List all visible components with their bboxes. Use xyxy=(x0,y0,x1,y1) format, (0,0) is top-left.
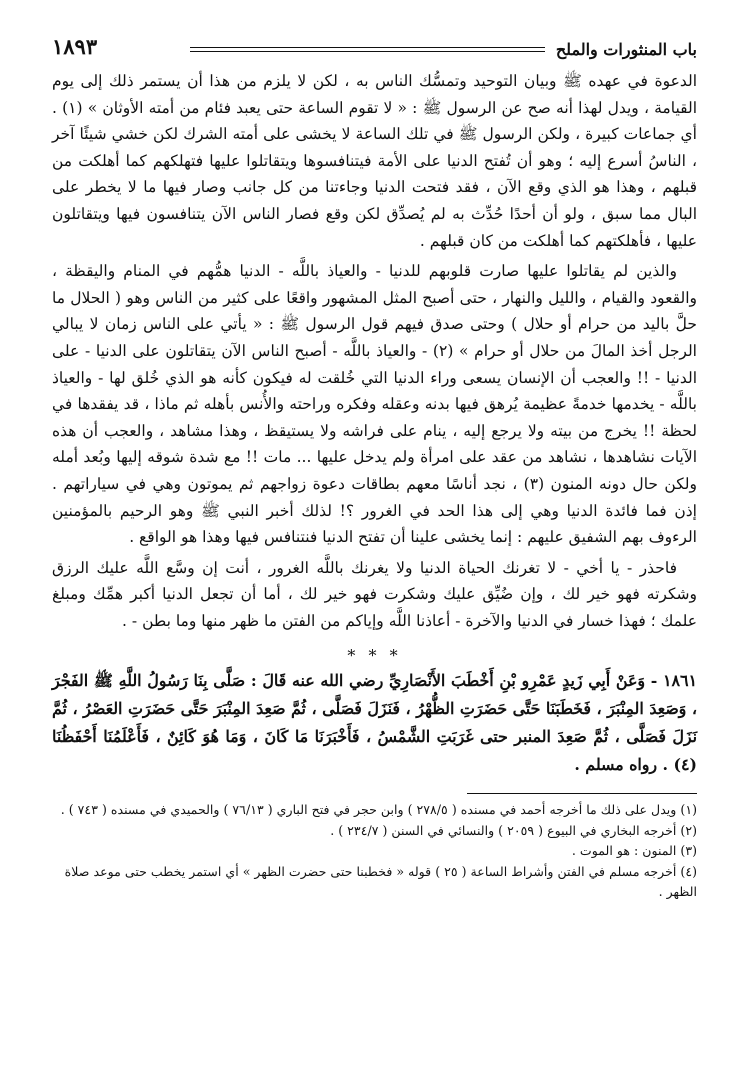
paragraph: فاحذر - يا أخي - لا تغرنك الحياة الدنيا ولا يغرنك باللَّه الغرور ، أنت إن وسَّع اللَّه عليك الرزق وشكرته فهو خير لك ، وإن ضُيِّق عليك وشكرت فهو خير لك ، أما أن تجعل الدنيا أكبر همِّك ومبلغ علمك ؛ فهذا خسار في الدنيا والآخرة - أعاذنا اللَّه وإياكم من الفتن ما ظهر منها وما بطن - . xyxy=(52,558,697,630)
page-header xyxy=(52,22,697,68)
section-separator: * * * xyxy=(347,646,402,666)
commentary-text xyxy=(52,68,697,634)
paragraph: الدعوة في عهده ﷺ وبيان التوحيد وتمسُّك الناس به ، لكن لا يلزم من هذا أن يستمر ذلك إلى يوم القيامة ، ويدل لهذا أنه صح عن الرسول ﷺ : « لا تقوم الساعة حتى يعبد فئام من أمته الأوثان » (١) . أي جماعات كبيرة ، ولكن الرسول ﷺ في تلك الساعة لا يخشى على أمته الشرك لكن خشي شيئًا آخر ، الناسُ أسرع إليه ؛ وهو أن تُفتح الدنيا على الأمة فيتنافسوها ويتقاتلوا عليها فتهلكهم كما أهلكت من قبلهم ، وهذا هو الذي وقع الآن ، فقد فتحت الدنيا وجاءتنا من كل جانب وصار فيها ما لا يخطر على البال مما سبق ، ولو أن أحدًا حُدِّث به لم يُصدِّق لكن وقع فصار الناس الآن يتنافسون فيها ويتقاتلون عليها ، فأهلكتهم كما أهلكت من كان قبلهم . xyxy=(52,72,697,250)
hadith-text: وَعَنْ أَبِي زَيدٍ عَمْرِو بْنِ أَخْطَبَ الأَنْصَارِيِّ رضي الله عنه قَالَ : صَلَّى بِنَا رَسُولُ اللَّهِ ﷺ الفَجْرَ ، وَصَعِدَ المِنْبَرَ ، فَخَطَبَنَا حَتَّى حَضَرَتِ الظُّهْرُ ، فَنَزَلَ فَصَلَّى ، ثُمَّ صَعِدَ المِنْبَرَ حَتَّى حَضَرَتِ العَصْرُ ، ثُمَّ نَزَلَ فَصَلَّى ، ثُمَّ صَعِدَ المنبر حتى غَرَبَتِ الشَّمْسُ ، فَأَخْبَرَنَا مَا كَانَ ، وَمَا هُوَ كَائِنٌ ، فَأَعْلَمُنَا أَحْفَظُنَا (٤) . رواه مسلم . xyxy=(52,671,697,775)
hadith-number: ١٨٦١ xyxy=(663,671,697,691)
chapter-title: باب المنثورات والملح xyxy=(555,40,697,59)
hadith-block: ١٨٦١ - وَعَنْ أَبِي زَيدٍ عَمْرِو بْنِ أَخْطَبَ الأَنْصَارِيِّ رضي الله عنه قَالَ : صَلَّى بِنَا رَسُولُ اللَّهِ ﷺ الفَجْرَ ، وَصَعِدَ المِنْبَرَ ، فَخَطَبَنَا حَتَّى حَضَرَتِ الظُّهْرُ ، فَنَزَلَ فَصَلَّى ، ثُمَّ صَعِدَ المِنْبَرَ حَتَّى حَضَرَتِ العَصْرُ ، ثُمَّ نَزَلَ فَصَلَّى ، ثُمَّ صَعِدَ المنبر حتى غَرَبَتِ الشَّمْسُ ، فَأَخْبَرَنَا مَا كَانَ ، وَمَا هُوَ كَائِنٌ ، فَأَعْلَمُنَا أَحْفَظُنَا (٤) . رواه مسلم . xyxy=(52,671,697,775)
footnotes xyxy=(52,800,697,903)
footnote-rule xyxy=(467,793,697,794)
footnote: (٤) أخرجه مسلم في الفتن وأشراط الساعة ( ٢٥ ) قوله « فخطبنا حتى حضرت الظهر » أي استمر يخطب حتى موعد صلاة الظهر . xyxy=(64,863,697,900)
footnote: (١) ويدل على ذلك ما أخرجه أحمد في مسنده ( ٢٧٨/٥ ) وابن حجر في فتح الباري ( ٧٦/١٣ ) والحميدي في مسنده ( ٧٤٣ ) . (٢) أخرجه البخاري في البيوع ( ٢٠٥٩ ) والنسائي في السنن ( ٢٣٤/٧ ) . xyxy=(60,802,697,838)
footnote: (٣) المنون : هو الموت . xyxy=(571,843,697,859)
paragraph: والذين لم يقاتلوا عليها صارت قلوبهم للدنيا - والعياذ باللَّه - الدنيا همُّهم في المنام واليقظة ، والقعود والقيام ، والليل والنهار ، حتى أصبح المثل المشهور واقعًا على كثير من الناس وهو ( الحلال ما حلَّ باليد من حرام أو حلال ) وحتى صدق فيهم قول الرسول ﷺ : « يأتي على الناس زمان لا يبالي الرجل أخذ المالَ من حلال أو حرام » (٢) - والعياذ باللَّه - أصبح الناس الآن يتقاتلون على الدنيا - على الدنيا - !! والعجب أن الإنسان يسعى وراء الدنيا التي خُلقت له فيكون كأنه هو الذي خُلق لها - والعياذ باللَّه - يخدمها خدمةً عظيمة يُرهق فيها بدنه وعقله وفكره وراحته والأُنس بأهله ثم ماذا ، قد يفقدها في لحظة !! يخرج من بيته ولا يرجع إليه ، ينام على فراشه ولا يستيقظ ، وهذا مشاهد ، والعجب أن هذه الآيات نشاهدها ، نشاهد من عقد على امرأة ولم يدخل عليها ... مات !! مع شدة شوقه إليها وبُعد أمله ولكن حال دونه المنون (٣) ، نجد أناسًا معهم بطاقات دعوة زواجهم ثم يموتون وهي في سياراتهم . إذن فما فائدة الدنيا وهي إلى هذا الحد في الغرور ؟! لذلك أخبر النبي ﷺ وهو الرحيم بالمؤمنين الرءوف بهم الشفيق عليهم : إنما يخشى علينا أن تفتح الدنيا فنتنافس فيها وهذا هو الواقع . xyxy=(52,262,697,547)
page-number: ١٨٩٣ xyxy=(52,34,98,59)
header-rule xyxy=(190,47,545,52)
